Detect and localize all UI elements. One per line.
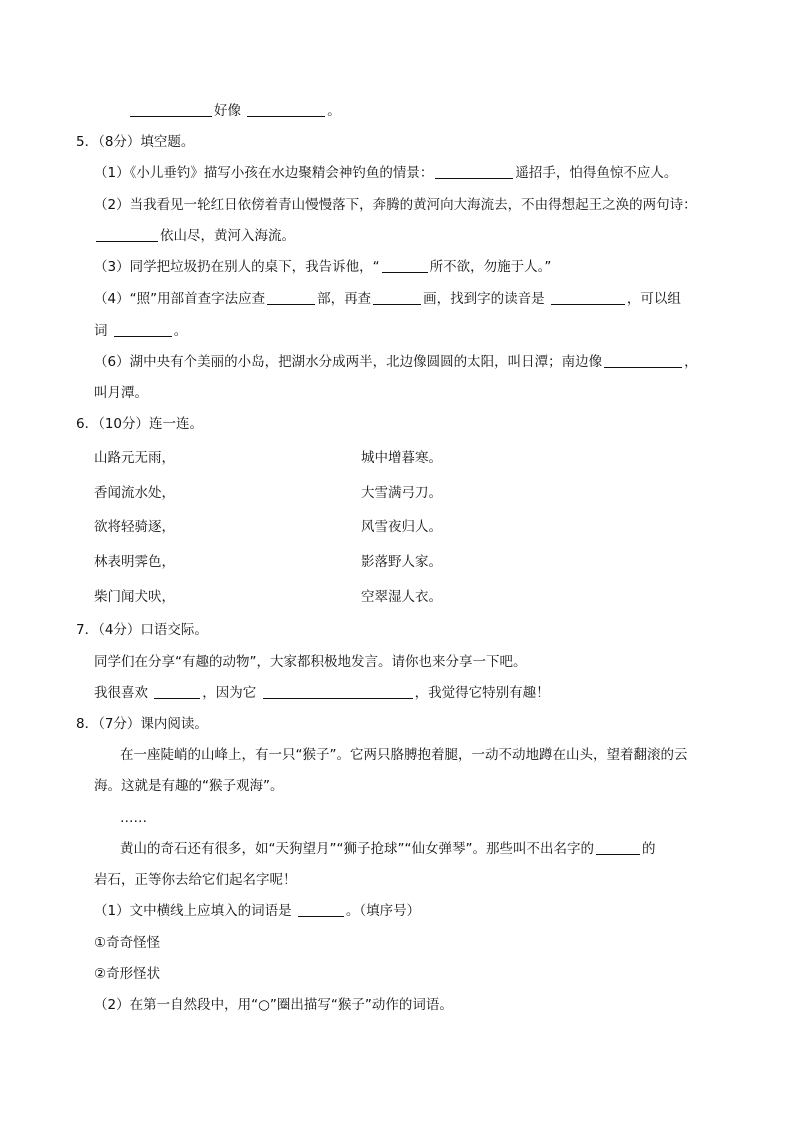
q6-header: 6．（10分）连一连。 [76, 416, 204, 432]
q8-option-2[interactable]: ②奇形怪状 [94, 966, 161, 982]
q5-header: 5．（8分）填空题。 [76, 134, 195, 150]
q6-right-item[interactable]: 城中增暮寒。 [361, 450, 442, 466]
q7-header: 7．（4分）口语交际。 [76, 622, 208, 638]
q6-left-item[interactable]: 香闻流水处， [94, 485, 175, 501]
q5-s6-line2: 叫月潭。 [94, 385, 148, 401]
q6-left-item[interactable]: 山路元无雨， [94, 450, 175, 466]
q6-right-item[interactable]: 空翠湿人衣。 [361, 589, 442, 605]
answer-blank[interactable] [114, 322, 172, 337]
answer-blank[interactable] [551, 290, 625, 305]
q6-right-item[interactable]: 大雪满弓刀。 [361, 485, 442, 501]
answer-blank[interactable] [298, 902, 344, 917]
answer-blank[interactable] [267, 290, 315, 305]
q5-s2-line1: （2）当我看见一轮红日依傍着青山慢慢落下，奔腾的黄河向大海流去，不由得想起王之涣的两句诗： [94, 197, 697, 213]
answer-blank[interactable] [382, 258, 428, 273]
q5-s1: （1）《小儿垂钓》描写小孩在水边聚精会神钓鱼的情景： 遥招手，怕得鱼惊不应人。 [94, 165, 678, 181]
q7-prompt: 同学们在分享“有趣的动物”，大家都积极地发言。请你也来分享一下吧。 [94, 654, 527, 670]
answer-blank[interactable] [247, 102, 325, 117]
answer-blank[interactable] [604, 353, 682, 368]
q6-right-item[interactable]: 风雪夜归人。 [361, 519, 442, 535]
q5-s4-line1: （4）“照”用部首查字法应查 部，再查 画，找到字的读音是 ，可以组 [94, 291, 681, 307]
passage-line: 在一座陡峭的山峰上，有一只“猴子”。它两只胳膊抱着腿，一动不动地蹲在山头，望着翻滚的云 [120, 747, 688, 763]
passage-line: 黄山的奇石还有很多，如“天狗望月”“狮子抢球”“仙女弹琴”。那些叫不出名字的 的 [120, 841, 656, 857]
passage-line: 岩石，正等你去给它们起名字呢！ [94, 872, 297, 888]
answer-blank[interactable] [130, 102, 212, 117]
answer-blank[interactable] [263, 684, 413, 699]
q6-left-item[interactable]: 柴门闻犬吠， [94, 589, 175, 605]
answer-blank[interactable] [154, 684, 200, 699]
q6-left-item[interactable]: 林表明霁色， [94, 554, 175, 570]
passage-line: 海。这就是有趣的“猴子观海”。 [94, 778, 284, 794]
q8-sub2: （2）在第一自然段中，用“○”圈出描写“猴子”动作的词语。 [94, 997, 453, 1013]
q6-left-item[interactable]: 欲将轻骑逐， [94, 519, 175, 535]
q5-s6-line1: （6）湖中央有个美丽的小岛，把湖水分成两半，北边像圆圆的太阳，叫日潭；南边像 ， [94, 354, 698, 370]
answer-blank[interactable] [373, 290, 421, 305]
q7-answer-line: 我很喜欢 ，因为它 ，我觉得它特别有趣！ [94, 685, 550, 701]
q8-option-1[interactable]: ①奇奇怪怪 [94, 935, 161, 951]
answer-blank[interactable] [435, 164, 513, 179]
q8-header: 8．（7分）课内阅读。 [76, 716, 208, 732]
passage-ellipsis: …… [120, 810, 147, 826]
q5-s3: （3）同学把垃圾扔在别人的桌下，我告诉他，“ 所不欲，勿施于人。” [94, 259, 552, 275]
q4-tail: 好像 。 [128, 102, 341, 120]
answer-blank[interactable] [96, 227, 158, 242]
q8-sub1: （1）文中横线上应填入的词语是 。（填序号） [94, 903, 421, 919]
answer-blank[interactable] [596, 840, 640, 855]
q6-right-item[interactable]: 影落野人家。 [361, 554, 442, 570]
q5-s2-line2: 依山尽，黄河入海流。 [94, 227, 295, 245]
q5-s4-line2: 词 。 [94, 323, 188, 339]
